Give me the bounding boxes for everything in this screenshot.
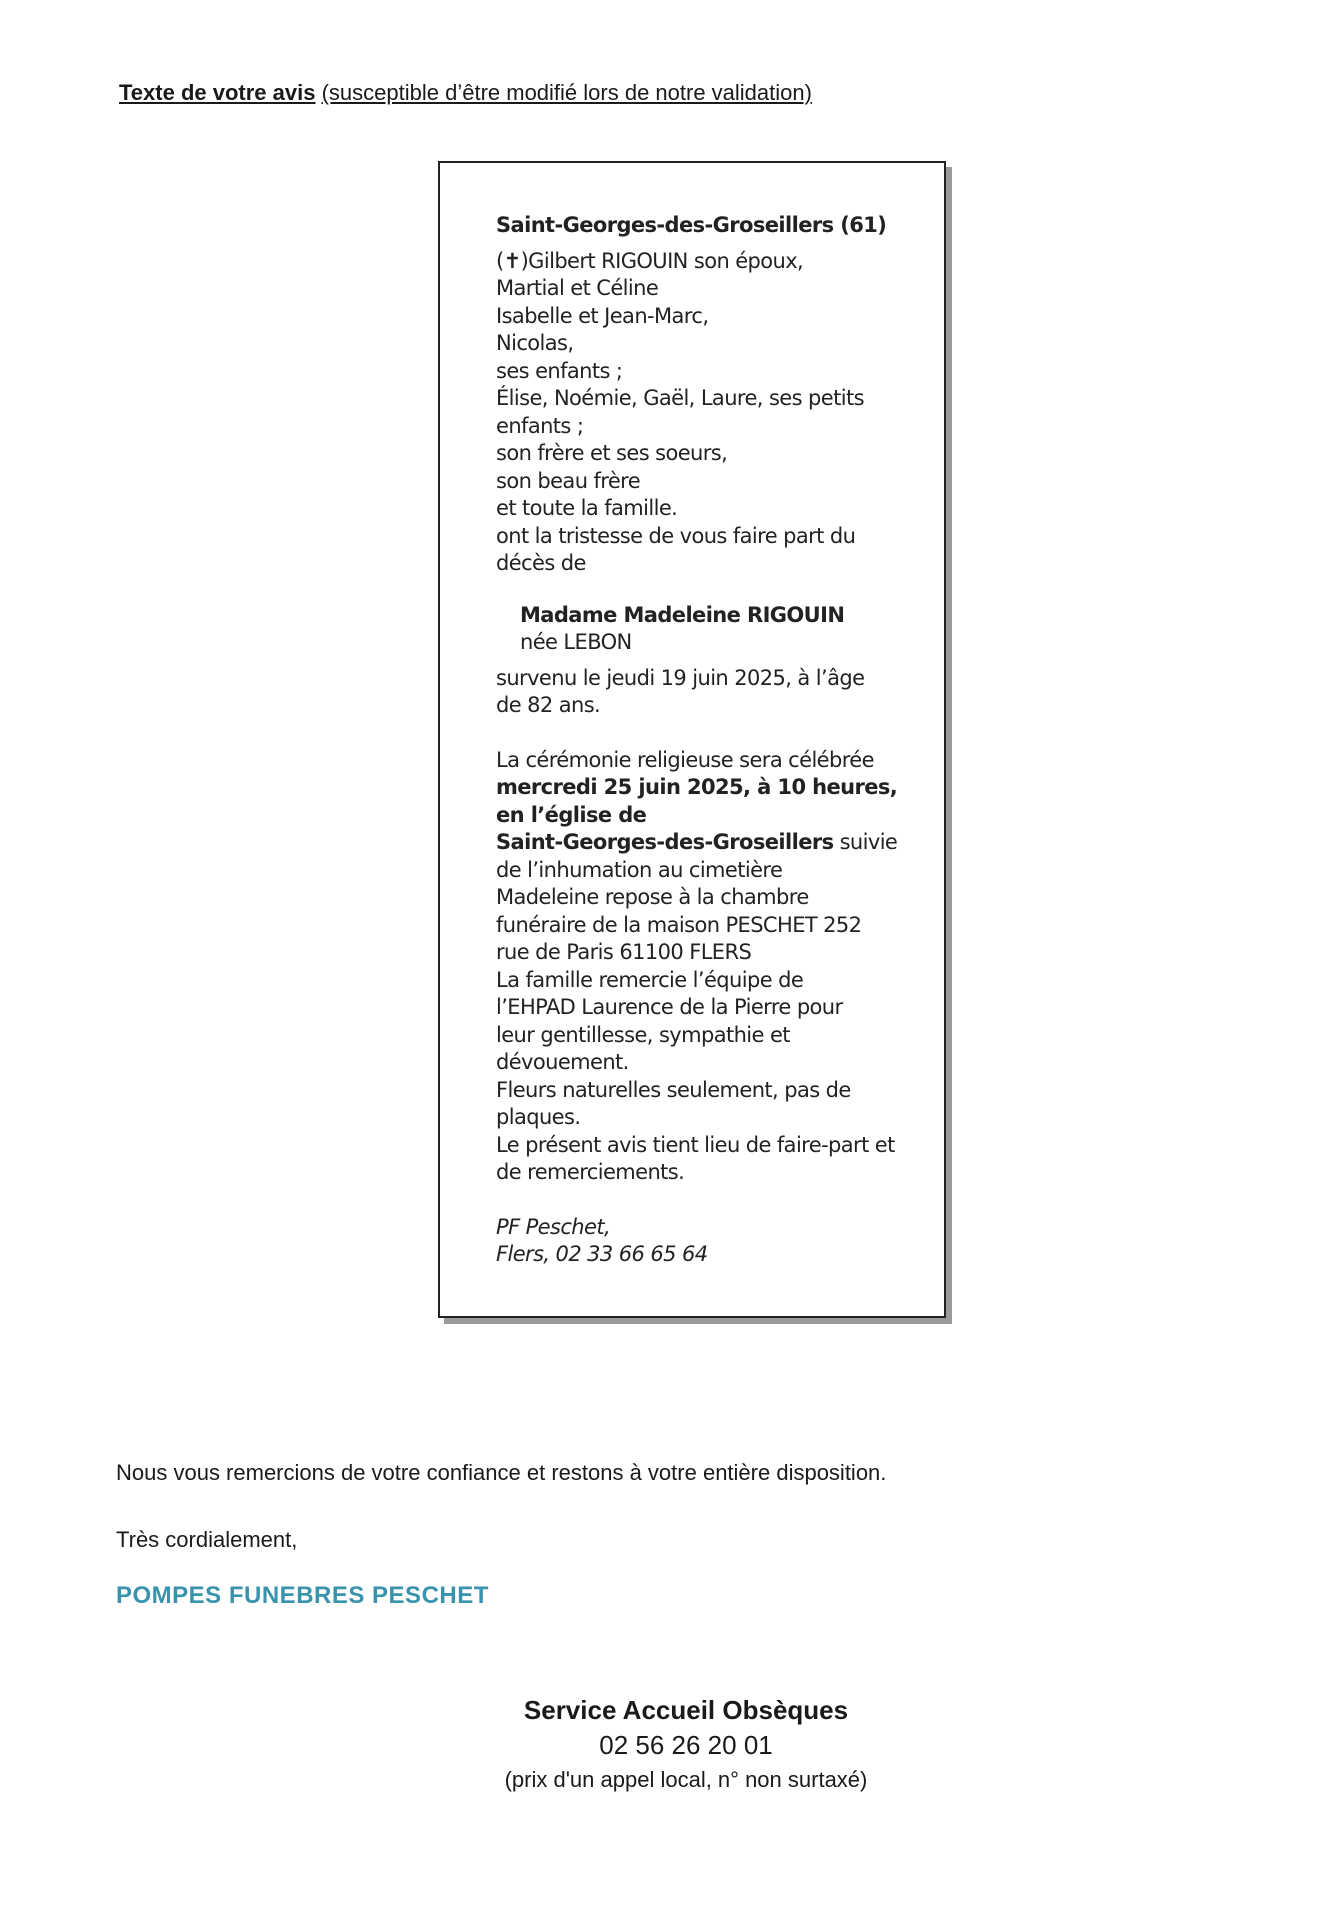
family-line: Isabelle et Jean-Marc, [496, 303, 709, 328]
family-line: décès de [496, 551, 586, 575]
family-line: Martial et Céline [496, 276, 659, 300]
ceremony-church: Saint-Georges-des-Groseillers [496, 830, 834, 854]
notice-title: Saint-Georges-des-Groseillers (61) [496, 213, 887, 237]
service-phone: 02 56 26 20 01 [599, 1730, 773, 1760]
detail-line: rue de Paris 61100 FLERS [496, 940, 752, 964]
obituary-notice-box [438, 161, 946, 1318]
notice-header [119, 80, 812, 106]
deceased-name: Madame Madeleine RIGOUIN [520, 602, 845, 627]
detail-line: de remerciements. [496, 1160, 685, 1184]
service-block [0, 1695, 1338, 1793]
maiden-name: née LEBON [520, 630, 632, 654]
company-name: POMPES FUNEBRES PESCHET [116, 1582, 489, 1609]
family-line: enfants ; [496, 413, 584, 438]
detail-line: plaques. [496, 1105, 581, 1129]
signature-line: Flers, 02 33 66 65 64 [496, 1242, 708, 1266]
ceremony-line: La cérémonie religieuse sera célébrée [496, 747, 874, 772]
detail-line: La famille remercie l’équipe de [496, 967, 804, 992]
detail-line: de l’inhumation au cimetière [496, 857, 783, 882]
ceremony-place: en l’église de [496, 802, 647, 827]
signature-line: PF Peschet, [496, 1214, 611, 1239]
family-line: son frère et ses soeurs, [496, 441, 728, 465]
thanks-text: Nous vous remercions de votre confiance et restons à votre entière disposition. [116, 1460, 887, 1485]
detail-line: leur gentillesse, sympathie et [496, 1022, 790, 1047]
detail-line: Madeleine repose à la chambre [496, 885, 809, 909]
service-note: (prix d'un appel local, n° non surtaxé) [504, 1767, 868, 1792]
ceremony-church-line [496, 829, 916, 857]
family-line: son beau frère [496, 468, 641, 493]
ceremony-suffix: suivie [833, 830, 898, 854]
detail-line: dévouement. [496, 1050, 629, 1074]
detail-line: funéraire de la maison PESCHET 252 [496, 912, 862, 937]
service-title: Service Accueil Obsèques [523, 1695, 849, 1725]
family-line: ses enfants ; [496, 358, 623, 383]
detail-line: Le présent avis tient lieu de faire-part et [496, 1132, 895, 1157]
notice-header-note: (susceptible d’être modifié lors de notre validation) [321, 80, 812, 105]
obituary-text [496, 212, 916, 1269]
notice-header-bold: Texte de votre avis [119, 80, 316, 105]
death-line: survenu le jeudi 19 juin 2025, à l’âge [496, 665, 865, 690]
regards-text: Très cordialement, [116, 1527, 298, 1552]
family-line: Nicolas, [496, 331, 574, 355]
death-line: de 82 ans. [496, 693, 601, 717]
detail-line: Fleurs naturelles seulement, pas de [496, 1077, 851, 1102]
family-line: ont la tristesse de vous faire part du [496, 523, 856, 548]
family-line: (✝)Gilbert RIGOUIN son époux, [496, 248, 804, 273]
detail-line: l’EHPAD Laurence de la Pierre pour [496, 995, 843, 1019]
family-line: et toute la famille. [496, 496, 678, 520]
family-line: Élise, Noémie, Gaël, Laure, ses petits [496, 386, 864, 410]
ceremony-date: mercredi 25 juin 2025, à 10 heures, [496, 775, 898, 799]
